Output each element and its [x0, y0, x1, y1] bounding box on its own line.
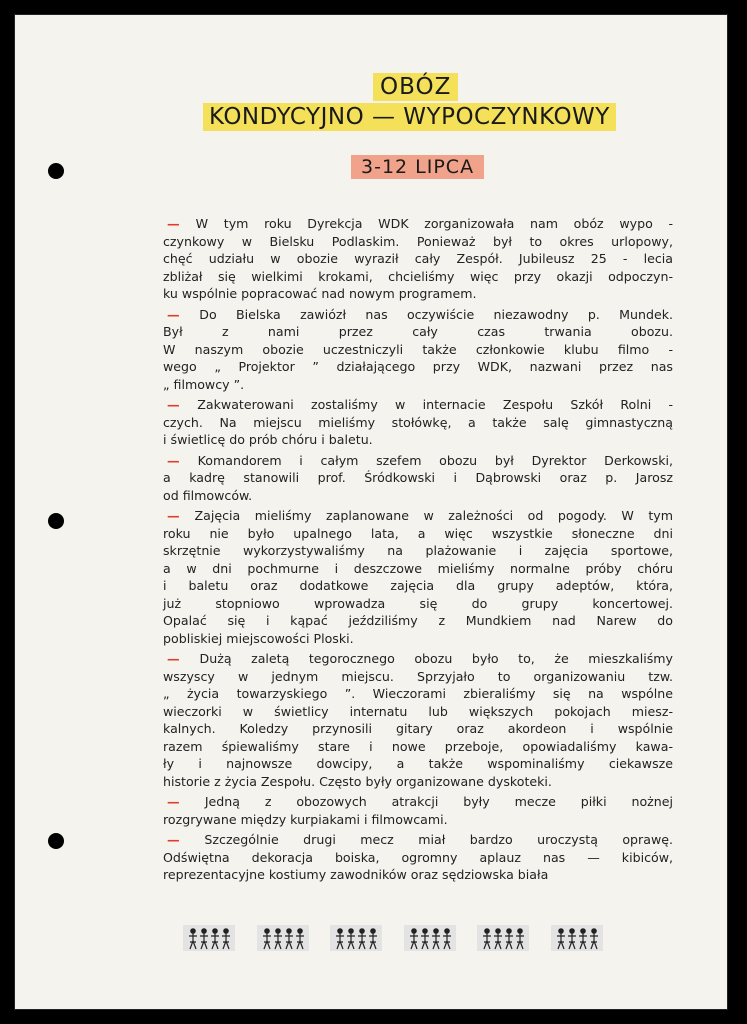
dancers-icon: [404, 925, 456, 951]
text-line: [163, 773, 673, 791]
paragraph-dash: —: [167, 306, 200, 322]
paragraph-dash: —: [167, 794, 205, 809]
punch-hole: [48, 163, 64, 179]
text-line-content: „ filmowcy ”.: [163, 376, 245, 392]
text-line-content: Zakwaterowani zostaliśmy w internacie Zespołu Szkół Rolni -: [197, 397, 673, 412]
paragraph: [163, 507, 673, 647]
text-line-content: wszyscy w jednym miejscu. Sprzyjało to organizowaniu tzw.: [163, 668, 673, 684]
text-line: [163, 250, 673, 268]
paragraph-dash: —: [167, 832, 205, 847]
text-line: [163, 720, 673, 738]
text-line-content: „ życia towarzyskiego ”. Wieczorami zbieraliśmy się na wspólne: [163, 686, 673, 701]
text-line: [163, 831, 673, 849]
text-line-content: wieczorki w świetlicy internatu lub większych pokojach miesz-: [163, 703, 673, 719]
text-line: [163, 685, 673, 703]
text-line: [163, 268, 673, 286]
text-line: [163, 811, 673, 829]
text-line: [163, 650, 673, 668]
paragraph: [163, 452, 673, 505]
text-line-content: kalnych. Koledzy przynosili gitary oraz akordeon i wspólnie: [163, 721, 673, 736]
text-line-content: ły i najnowsze dowcipy, a także wspominaliśmy ciekawsze: [163, 756, 673, 771]
text-line: [163, 452, 673, 470]
text-line-content: Komandorem i całym szefem obozu był Dyrektor Derkowski,: [197, 452, 673, 468]
paragraph-dash: —: [167, 452, 198, 468]
text-line: [163, 414, 673, 432]
text-line: [163, 469, 673, 487]
text-line: [163, 703, 673, 721]
text-line: [163, 487, 673, 505]
text-line: [163, 849, 673, 867]
punch-hole: [48, 833, 64, 849]
text-line-content: ku wspólnie popracować nad nowym programem.: [163, 286, 477, 301]
text-line-content: pobliskiej miejscowości Ploski.: [163, 630, 354, 646]
text-line-content: i baletu oraz dodatkowe zajęcia dla grupy adeptów, która,: [163, 578, 673, 593]
text-line-content: czynkowy w Bielsku Podlaskim. Ponieważ był to okres urlopowy,: [163, 233, 673, 249]
text-line-content: Dużą zaletą tegorocznego obozu było to, że mieszkaliśmy: [199, 651, 674, 666]
text-line-content: już stopniowo wprowadza się do grupy koncertowej.: [163, 595, 673, 611]
text-line: [163, 525, 673, 543]
paragraph: [163, 650, 673, 790]
dancers-decoration: [183, 925, 603, 951]
text-line: [163, 431, 673, 449]
paragraph: [163, 831, 673, 884]
text-line-content: rozgrywane między kurpiakami i filmowcami.: [163, 811, 448, 827]
title-line-1: OBÓZ: [373, 73, 458, 101]
text-line: [163, 595, 673, 613]
text-line-content: reprezentacyjne kostiumy zawodników oraz sędziowska biała: [163, 867, 549, 882]
paragraph: [163, 793, 673, 828]
text-line: [163, 233, 673, 251]
text-line-content: W naszym obozie uczestniczyli także członkowie klubu filmo -: [163, 341, 673, 357]
text-line-content: czych. Na miejscu mieliśmy stołówkę, a także salę gimnastyczną: [163, 414, 673, 430]
text-line: [163, 542, 673, 560]
text-line: [163, 866, 673, 884]
date-label: 3-12 LIPCA: [351, 155, 484, 179]
text-line-content: skrzętnie wykorzystywaliśmy na plażowanie i zajęcia sportowe,: [163, 543, 673, 558]
article-body: [163, 215, 673, 887]
text-line: [163, 630, 673, 648]
text-line: [163, 612, 673, 630]
text-line-content: zbliżał się wielkimi krokami, chcieliśmy więc przy okazji odpoczyn-: [163, 268, 673, 284]
text-line: [163, 560, 673, 578]
text-line-content: a kadrę stanowili prof. Śródkowski i Dąbrowski oraz p. Jarosz: [163, 470, 673, 485]
text-line-content: i świetlicę do prób chóru i baletu.: [163, 432, 373, 447]
text-line-content: Zajęcia mieliśmy zaplanowane w zależności od pogody. W tym: [194, 508, 674, 523]
text-line-content: historie z życia Zespołu. Często były organizowane dyskoteki.: [163, 773, 552, 789]
text-line: [163, 215, 673, 233]
dancers-icon: [330, 925, 382, 951]
text-line-content: Odświętna dekoracja boiska, ogromny aplauz nas — kibiców,: [163, 849, 673, 865]
text-line: [163, 738, 673, 756]
paragraph-dash: —: [167, 651, 200, 666]
punch-hole: [48, 513, 64, 529]
text-line: [163, 285, 673, 303]
text-line-content: Szczególnie drugi mecz miał bardzo uroczystą oprawę.: [204, 832, 674, 847]
dancers-icon: [477, 925, 529, 951]
text-line: [163, 793, 673, 811]
paragraph-dash: —: [167, 508, 195, 523]
text-line: [163, 755, 673, 773]
text-line-content: Do Bielska zawiózł nas oczywiście niezawodny p. Mundek.: [199, 306, 673, 322]
text-line: [163, 668, 673, 686]
text-line-content: Opalać się i kąpać jeździliśmy z Mundkiem nad Narew do: [163, 613, 673, 628]
text-line-content: od filmowców.: [163, 487, 253, 503]
text-line: [163, 358, 673, 376]
paragraph: [163, 396, 673, 449]
paragraph: [163, 306, 673, 394]
text-line-content: roku nie było upalnego lata, a więc wszystkie słoneczne dni: [163, 525, 673, 541]
dancers-icon: [257, 925, 309, 951]
text-line-content: wego „ Projektor ” działającego przy WDK, nazwani przez nas: [163, 359, 673, 374]
dancers-icon: [551, 925, 603, 951]
paragraph: [163, 215, 673, 303]
paragraph-dash: —: [167, 397, 198, 412]
text-line: [163, 376, 673, 394]
dancers-icon: [183, 925, 235, 951]
text-line-content: Był z nami przez cały czas trwania obozu.: [163, 324, 673, 339]
document-page: [14, 14, 728, 1010]
text-line-content: chęć udziału w obozie wyraził cały Zespół. Jubileusz 25 - lecia: [163, 251, 673, 266]
text-line: [163, 396, 673, 414]
text-line: [163, 507, 673, 525]
title-line-2: KONDYCYJNO — WYPOCZYNKOWY: [203, 103, 616, 131]
paragraph-dash: —: [167, 216, 196, 231]
text-line: [163, 341, 673, 359]
text-line: [163, 323, 673, 341]
text-line: [163, 577, 673, 595]
text-line-content: Jedną z obozowych atrakcji były mecze piłki nożnej: [204, 794, 673, 809]
text-line-content: a w dni pochmurne i deszczowe mieliśmy normalne próby chóru: [163, 560, 673, 576]
text-line-content: razem śpiewaliśmy stare i nowe przeboje, opowiadaliśmy kawa-: [163, 738, 673, 754]
text-line-content: W tym roku Dyrekcja WDK zorganizowała nam obóz wypo -: [195, 216, 673, 231]
text-line: [163, 306, 673, 324]
